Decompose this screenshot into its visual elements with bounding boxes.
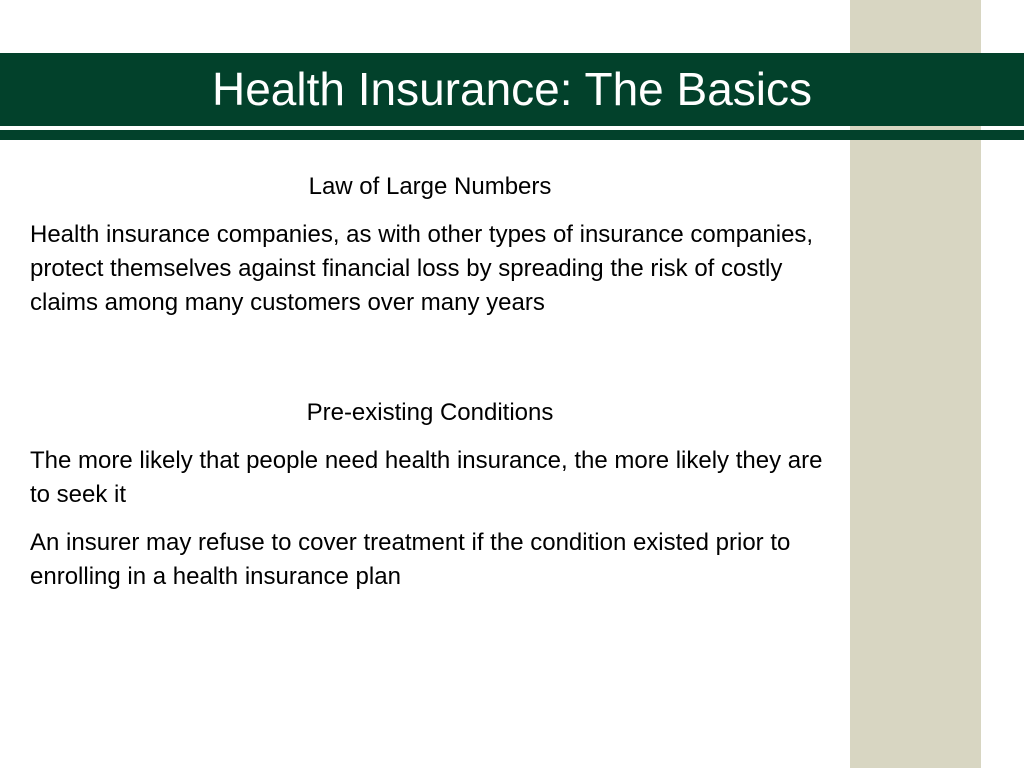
section-spacer: [30, 334, 830, 396]
section-heading-law-of-large-numbers: Law of Large Numbers: [308, 173, 552, 200]
title-stripe: [0, 130, 1024, 140]
slide-title: Health Insurance: The Basics: [211, 63, 813, 115]
slide-content: [30, 170, 830, 608]
section-paragraph: The more likely that people need health insurance, the more likely they are to seek it: [30, 447, 823, 508]
section-paragraph: An insurer may refuse to cover treatment if the condition existed prior to enrolling in a health insurance plan: [30, 529, 791, 590]
section-heading-pre-existing-conditions: Pre-existing Conditions: [306, 399, 554, 426]
section-paragraph: Health insurance companies, as with other types of insurance companies, protect themselves against financial loss by spreading the risk of costly claims among many customers over many years: [30, 221, 814, 316]
